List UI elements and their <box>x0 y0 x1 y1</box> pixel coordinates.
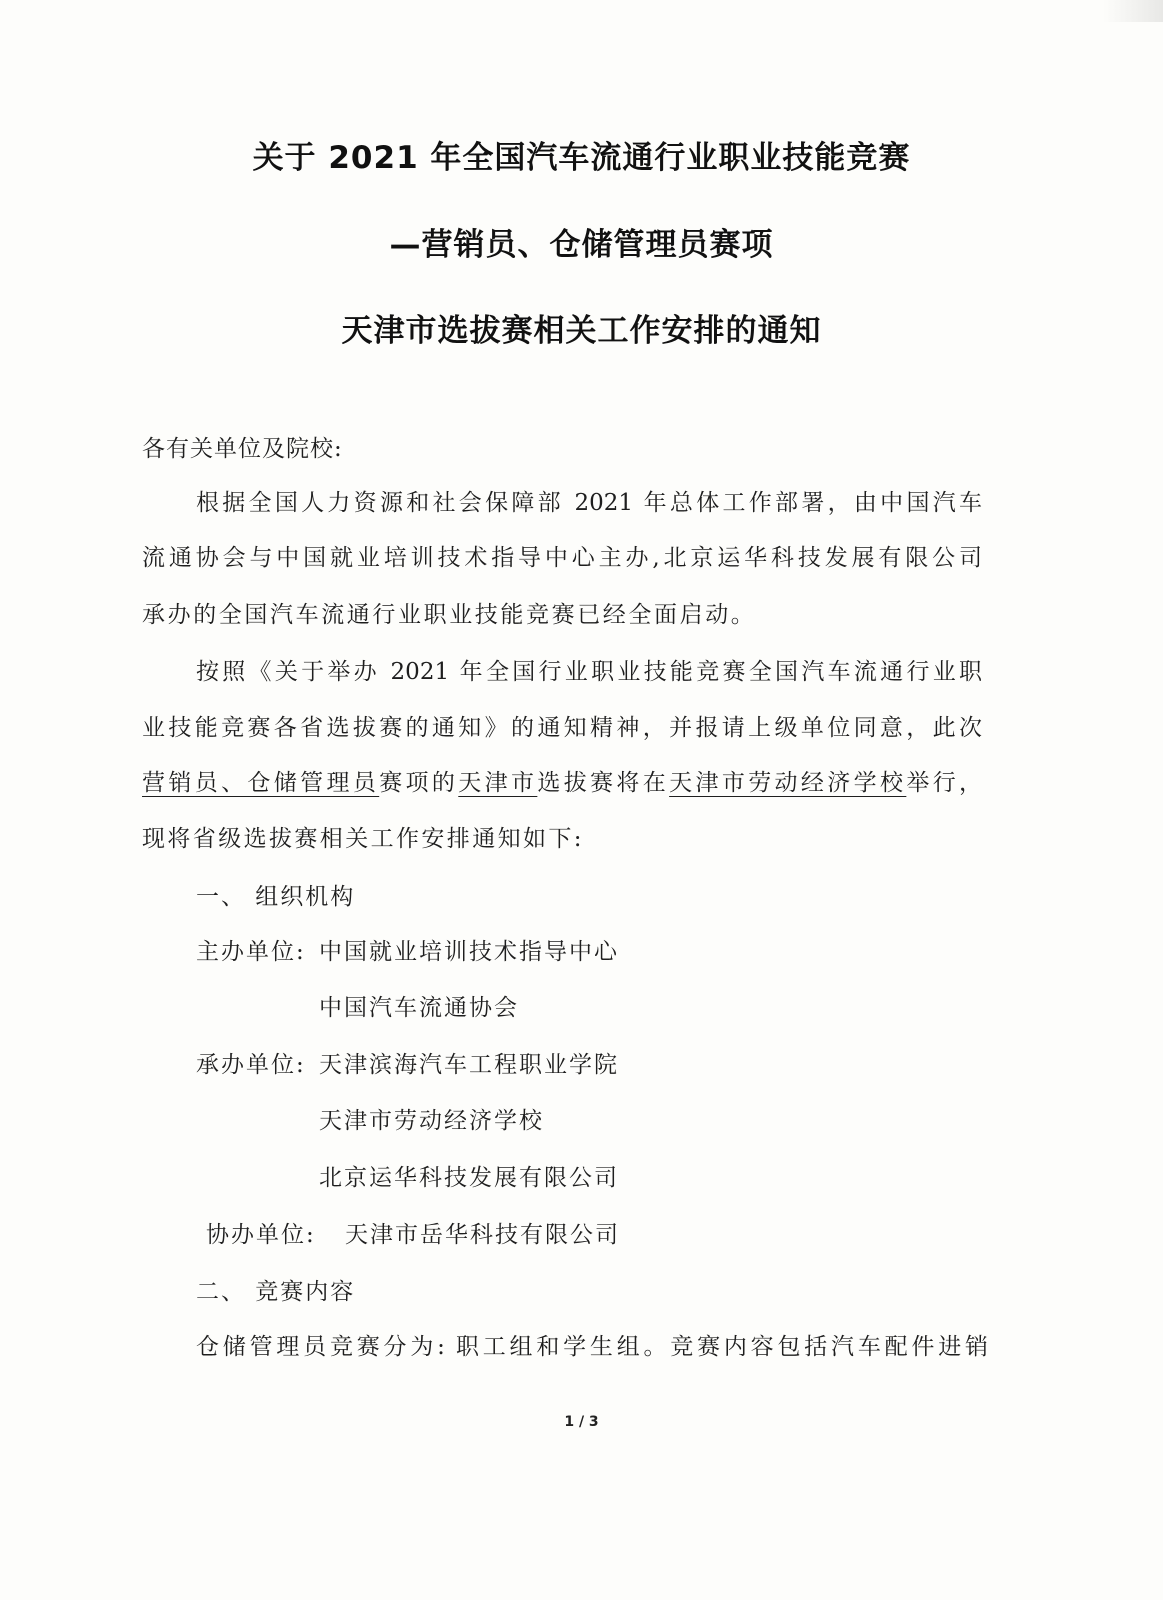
para2-line-3-text-f: 举行， <box>906 770 983 796</box>
underlined-city: 天津市 <box>458 770 538 796</box>
co-organizer-label: 协办单位: <box>206 1222 316 1248</box>
underlined-venue: 天津市劳动经济学校 <box>669 770 907 796</box>
scan-edge-shadow <box>1103 0 1163 22</box>
host-unit-1: 中国就业培训技术指导中心 <box>319 939 619 965</box>
para1-line-1: 根据全国人力资源和社会保障部 2021 年总体工作部署，由中国汽车 <box>196 490 982 516</box>
salutation: 各有关单位及院校: <box>142 436 343 462</box>
document-title-line-2: —营销员、仓储管理员赛项 <box>389 227 774 263</box>
document-title-line-1: 关于 2021 年全国汽车流通行业职业技能竞赛 <box>252 140 911 176</box>
organizer-unit-1: 天津滨海汽车工程职业学院 <box>319 1052 619 1078</box>
para2-line-4: 现将省级选拔赛相关工作安排通知如下: <box>142 826 584 852</box>
organizer-unit-3: 北京运华科技发展有限公司 <box>319 1165 619 1191</box>
page-number: 1 / 3 <box>564 1414 599 1430</box>
organizer-label: 承办单位: <box>196 1052 306 1078</box>
para2-line-2: 业技能竞赛各省选拔赛的通知》的通知精神，并报请上级单位同意，此次 <box>142 715 982 741</box>
para2-line-1: 按照《关于举办 2021 年全国行业职业技能竞赛全国汽车流通行业职 <box>196 659 982 685</box>
host-label: 主办单位: <box>196 939 306 965</box>
para2-line-3-text-b: 赛项的 <box>379 770 459 796</box>
section1-heading: 一、 组织机构 <box>196 884 356 910</box>
co-organizer-unit-1: 天津市岳华科技有限公司 <box>345 1222 620 1248</box>
host-unit-2: 中国汽车流通协会 <box>319 995 519 1021</box>
organizer-unit-2: 天津市劳动经济学校 <box>319 1108 544 1134</box>
document-title-line-3: 天津市选拔赛相关工作安排的通知 <box>341 313 822 349</box>
section2-line-1: 仓储管理员竞赛分为: 职工组和学生组。竞赛内容包括汽车配件进销 <box>196 1334 988 1360</box>
underlined-event-names: 营销员、仓储管理员 <box>142 770 380 796</box>
para1-line-3: 承办的全国汽车流通行业职业技能竞赛已经全面启动。 <box>142 602 757 628</box>
para1-line-2: 流通协会与中国就业培训技术指导中心主办,北京运华科技发展有限公司 <box>142 545 982 571</box>
para2-line-3-text-d: 选拔赛将在 <box>537 770 670 796</box>
section2-heading: 二、 竞赛内容 <box>196 1279 356 1305</box>
para2-line-3 <box>142 768 982 798</box>
